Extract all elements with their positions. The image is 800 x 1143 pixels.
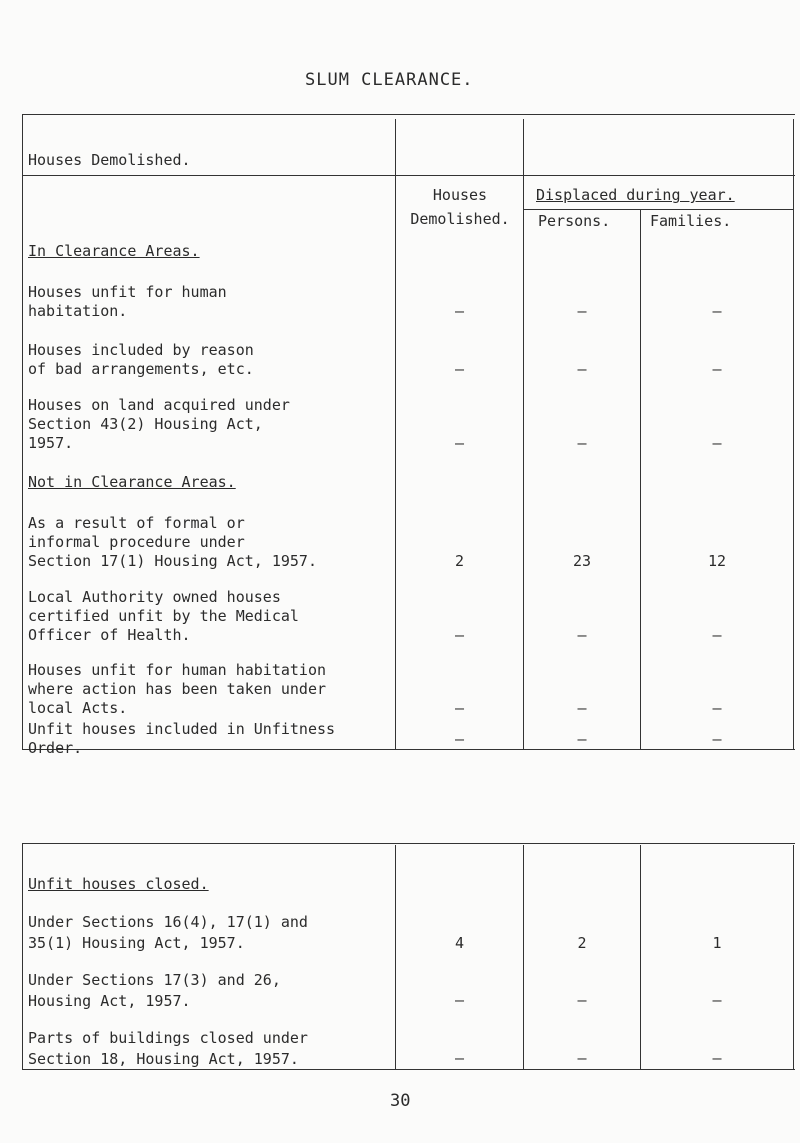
table-cell-persons: 23 [572,552,592,570]
table-rule [793,119,794,749]
table-row-label: Local Authority owned houses certified unfit by the Medical Officer of Health. [28,588,299,644]
table-cell-persons: – [577,991,587,1009]
table-cell-houses: – [454,434,465,452]
table-cell-families: – [712,360,722,378]
page-title: SLUM CLEARANCE. [305,70,474,90]
col-families: Families. [650,212,732,230]
table-rule [395,845,396,1069]
table-row-label: Houses on land acquired under Section 43(2) Housing Act, 1957. [28,396,290,452]
table-rule [640,210,641,749]
col-displaced-during-year: Displaced during year. [536,186,735,204]
table-cell-houses: – [454,730,465,748]
col-houses-demolished: Houses Demolished. [410,186,510,228]
section-in-clearance-areas: In Clearance Areas. [28,242,200,260]
table-cell-houses: 2 [454,552,465,570]
table-cell-families: 12 [707,552,727,570]
table-rule [22,114,23,749]
table-cell-houses: – [454,302,465,320]
table-cell-persons: – [577,626,587,644]
table-cell-houses: 4 [454,934,465,952]
table-rule [22,843,795,844]
table-row-label: Houses included by reason of bad arrangements, etc. [28,341,254,378]
table-row-label: Houses unfit for human habitation. [28,283,227,320]
table-cell-families: – [712,991,722,1009]
table-cell-families: – [712,626,722,644]
table-rule [22,175,795,176]
table-cell-families: – [712,434,722,452]
table-cell-houses: – [454,360,465,378]
table2-header-label: Unfit houses closed. [28,875,209,893]
table-row-label: Under Sections 17(3) and 26, Housing Act, 1957. [28,971,281,1010]
table1-header-label: Houses Demolished. [28,151,191,169]
table-row-label: Parts of buildings closed under Section 18, Housing Act, 1957. [28,1029,308,1068]
table-cell-families: – [712,730,722,748]
col-persons: Persons. [538,212,611,230]
table-rule [793,845,794,1069]
table-row-label: Houses unfit for human habitation where action has been taken under local Acts. [28,661,327,717]
table-row-label: Unfit houses included in Unfitness Order. [28,720,336,757]
table-cell-houses: – [454,626,465,644]
table-rule [22,114,795,115]
table-cell-persons: – [577,699,587,717]
table-row-label: As a result of formal or informal procedure under Section 17(1) Housing Act, 1957. [28,514,317,570]
section-not-in-clearance-areas: Not in Clearance Areas. [28,473,236,491]
table-cell-families: 1 [712,934,722,952]
table-cell-persons: – [577,434,587,452]
table-cell-families: – [712,302,722,320]
table-cell-persons: – [577,302,587,320]
table-rule [523,209,793,210]
table-rule [523,845,524,1069]
table-cell-houses: – [454,1049,465,1067]
page-number: 30 [390,1091,411,1111]
table-cell-families: – [712,1049,722,1067]
table-rule [22,843,23,1069]
table-cell-persons: – [577,360,587,378]
table-cell-persons: – [577,1049,587,1067]
table-row-label: Under Sections 16(4), 17(1) and 35(1) Housing Act, 1957. [28,913,308,952]
table-cell-houses: – [454,991,465,1009]
table-cell-persons: 2 [577,934,587,952]
table-rule [640,845,641,1069]
table-cell-persons: – [577,730,587,748]
table-cell-houses: – [454,699,465,717]
table-cell-families: – [712,699,722,717]
